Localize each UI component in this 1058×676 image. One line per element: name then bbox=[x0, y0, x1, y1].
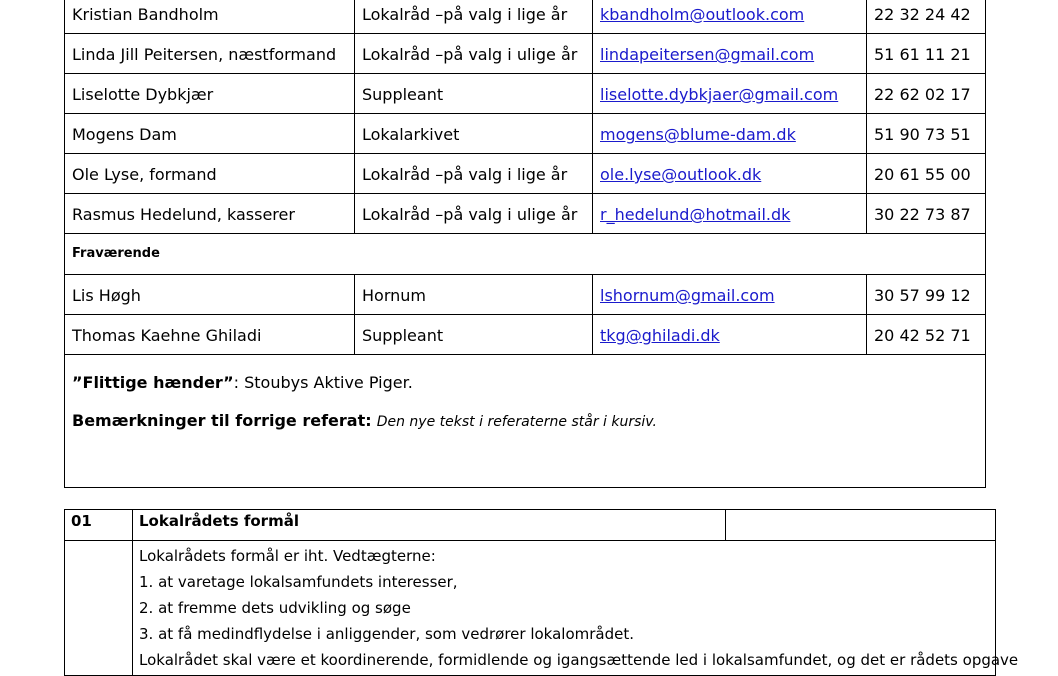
bemaerk-label: Bemærkninger til forrige referat: bbox=[72, 411, 372, 430]
member-phone: 51 90 73 51 bbox=[867, 114, 986, 154]
email-link[interactable]: lindapeitersen@gmail.com bbox=[600, 45, 815, 64]
member-role: Suppleant bbox=[355, 74, 593, 114]
member-phone: 22 62 02 17 bbox=[867, 74, 986, 114]
member-phone: 20 61 55 00 bbox=[867, 154, 986, 194]
member-name: Thomas Kaehne Ghiladi bbox=[65, 315, 355, 355]
member-name: Rasmus Hedelund, kasserer bbox=[65, 194, 355, 234]
member-role: Lokalråd –på valg i ulige år bbox=[355, 34, 593, 74]
section-line: 1. at varetage lokalsamfundets interesser, bbox=[139, 573, 458, 591]
member-name: Liselotte Dybkjær bbox=[65, 74, 355, 114]
member-phone: 30 57 99 12 bbox=[867, 275, 986, 315]
section-body bbox=[133, 541, 1019, 676]
email-link[interactable]: mogens@blume-dam.dk bbox=[600, 125, 796, 144]
email-link[interactable]: kbandholm@outlook.com bbox=[600, 5, 805, 24]
member-phone: 51 61 11 21 bbox=[867, 34, 986, 74]
bemaerk-line bbox=[72, 411, 978, 432]
member-row bbox=[65, 74, 986, 114]
section-title: Lokalrådets formål bbox=[133, 510, 726, 541]
section-empty-cell bbox=[726, 510, 996, 541]
flittige-text: : Stoubys Aktive Piger. bbox=[233, 373, 413, 392]
member-name: Kristian Bandholm bbox=[65, 0, 355, 34]
flittige-label: ”Flittige hænder” bbox=[72, 373, 234, 392]
member-role: Lokalarkivet bbox=[355, 114, 593, 154]
member-phone: 20 42 52 71 bbox=[867, 315, 986, 355]
member-name: Mogens Dam bbox=[65, 114, 355, 154]
member-name: Ole Lyse, formand bbox=[65, 154, 355, 194]
bemaerk-text: Den nye tekst i referaterne står i kursiv. bbox=[376, 414, 657, 430]
member-role: Lokalråd –på valg i lige år bbox=[355, 0, 593, 34]
section-body-row bbox=[65, 541, 996, 676]
section-number: 01 bbox=[65, 510, 133, 541]
section-header-row bbox=[65, 510, 996, 541]
notes-cell bbox=[65, 355, 986, 488]
member-phone: 30 22 73 87 bbox=[867, 194, 986, 234]
email-link[interactable]: tkg@ghiladi.dk bbox=[600, 326, 720, 345]
member-name: Lis Høgh bbox=[65, 275, 355, 315]
absent-heading: Fraværende bbox=[65, 234, 986, 275]
member-row bbox=[65, 34, 986, 74]
section-line: 2. at fremme dets udvikling og søge bbox=[139, 599, 411, 617]
member-row bbox=[65, 154, 986, 194]
member-row bbox=[65, 114, 986, 154]
section-number-blank bbox=[65, 541, 133, 676]
section-line: 3. at få medindflydelse i anliggender, som vedrører lokalområdet. bbox=[139, 625, 634, 643]
section-line: Lokalrådets formål er iht. Vedtægterne: bbox=[139, 547, 436, 565]
email-link[interactable]: ole.lyse@outlook.dk bbox=[600, 165, 762, 184]
member-row bbox=[65, 275, 986, 315]
absent-section-row bbox=[65, 234, 986, 275]
member-role: Lokalråd –på valg i lige år bbox=[355, 154, 593, 194]
email-link[interactable]: r_hedelund@hotmail.dk bbox=[600, 205, 791, 224]
member-role: Hornum bbox=[355, 275, 593, 315]
member-row bbox=[65, 0, 986, 34]
email-link[interactable]: lshornum@gmail.com bbox=[600, 286, 775, 305]
member-row bbox=[65, 315, 986, 355]
member-row bbox=[65, 194, 986, 234]
flittige-line bbox=[72, 373, 978, 393]
attendance-table bbox=[64, 0, 986, 488]
section-table bbox=[64, 509, 1019, 676]
section-line: Lokalrådet skal være et koordinerende, formidlende og igangsættende led i lokalsamfundet, og det er rådets opgave bbox=[139, 651, 1019, 669]
member-phone: 22 32 24 42 bbox=[867, 0, 986, 34]
member-role: Lokalråd –på valg i ulige år bbox=[355, 194, 593, 234]
email-link[interactable]: liselotte.dybkjaer@gmail.com bbox=[600, 85, 839, 104]
member-role: Suppleant bbox=[355, 315, 593, 355]
notes-row bbox=[65, 355, 986, 488]
member-name: Linda Jill Peitersen, næstformand bbox=[65, 34, 355, 74]
